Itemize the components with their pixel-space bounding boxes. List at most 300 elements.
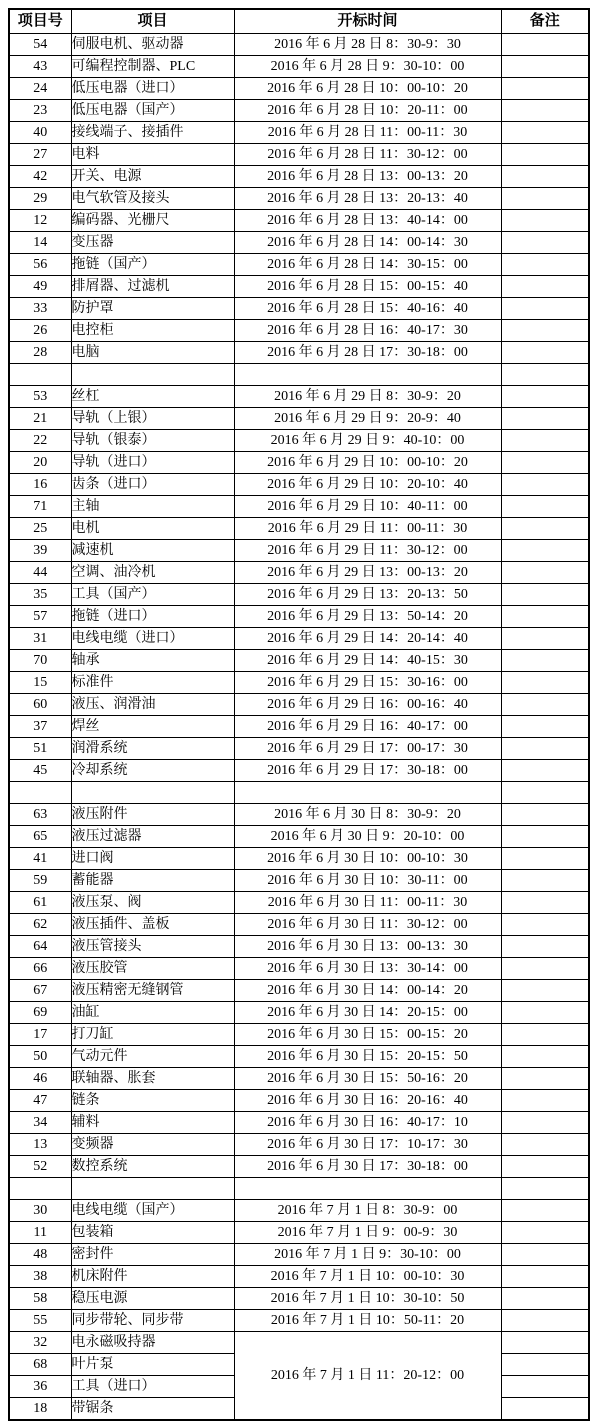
bid-time-cell: 2016 年 6 月 28 日 9：30-10：00 [234, 56, 501, 78]
remark-cell [501, 1354, 589, 1376]
item-no-cell: 70 [9, 650, 71, 672]
bid-time-cell: 2016 年 6 月 30 日 14：00-14：20 [234, 980, 501, 1002]
table-row [9, 386, 589, 408]
item-name-cell: 减速机 [71, 540, 234, 562]
remark-cell [501, 870, 589, 892]
item-name-cell: 液压胶管 [71, 958, 234, 980]
item-no-cell: 48 [9, 1244, 71, 1266]
header-item: 项目 [71, 9, 234, 34]
item-name-cell: 伺服电机、驱动器 [71, 34, 234, 56]
bid-time-cell: 2016 年 7 月 1 日 10：50-11：20 [234, 1310, 501, 1332]
item-no-cell: 67 [9, 980, 71, 1002]
item-name-cell: 电料 [71, 144, 234, 166]
bid-time-cell [234, 1178, 501, 1200]
item-name-cell: 联轴器、胀套 [71, 1068, 234, 1090]
table-row [9, 848, 589, 870]
remark-cell [501, 166, 589, 188]
bid-time-cell: 2016 年 6 月 28 日 13：20-13：40 [234, 188, 501, 210]
remark-cell [501, 1200, 589, 1222]
item-name-cell: 导轨（银泰） [71, 430, 234, 452]
item-no-cell: 22 [9, 430, 71, 452]
remark-cell [501, 1398, 589, 1421]
table-header [9, 9, 589, 34]
bid-time-cell: 2016 年 6 月 28 日 15：00-15：40 [234, 276, 501, 298]
item-name-cell: 液压、润滑油 [71, 694, 234, 716]
item-name-cell: 编码器、光栅尺 [71, 210, 234, 232]
item-no-cell: 51 [9, 738, 71, 760]
bid-time-cell: 2016 年 6 月 28 日 10：00-10：20 [234, 78, 501, 100]
spacer-row [9, 1178, 589, 1200]
table-row [9, 958, 589, 980]
item-no-cell: 23 [9, 100, 71, 122]
remark-cell [501, 210, 589, 232]
remark-cell [501, 452, 589, 474]
table-row [9, 1288, 589, 1310]
item-no-cell: 39 [9, 540, 71, 562]
table-row [9, 254, 589, 276]
item-name-cell: 液压泵、阀 [71, 892, 234, 914]
remark-cell [501, 34, 589, 56]
bid-time-cell: 2016 年 6 月 29 日 13：00-13：20 [234, 562, 501, 584]
remark-cell [501, 606, 589, 628]
bid-time-cell: 2016 年 7 月 1 日 10：00-10：30 [234, 1266, 501, 1288]
item-name-cell: 辅料 [71, 1112, 234, 1134]
bid-time-cell: 2016 年 6 月 29 日 16：40-17：00 [234, 716, 501, 738]
item-no-cell: 42 [9, 166, 71, 188]
item-no-cell: 61 [9, 892, 71, 914]
table-row [9, 122, 589, 144]
table-row [9, 606, 589, 628]
table-row [9, 870, 589, 892]
item-name-cell: 齿条（进口） [71, 474, 234, 496]
bid-time-cell: 2016 年 6 月 28 日 11：30-12：00 [234, 144, 501, 166]
table-row [9, 1244, 589, 1266]
bid-time-cell: 2016 年 6 月 30 日 15：20-15：50 [234, 1046, 501, 1068]
bid-time-cell: 2016 年 6 月 29 日 13：20-13：50 [234, 584, 501, 606]
item-name-cell: 液压插件、盖板 [71, 914, 234, 936]
remark-cell [501, 760, 589, 782]
table-row [9, 672, 589, 694]
remark-cell [501, 474, 589, 496]
bid-time-cell: 2016 年 6 月 30 日 10：30-11：00 [234, 870, 501, 892]
bid-time-cell: 2016 年 6 月 29 日 9：20-9：40 [234, 408, 501, 430]
bid-time-cell: 2016 年 6 月 28 日 13：40-14：00 [234, 210, 501, 232]
table-row [9, 1266, 589, 1288]
bid-time-cell: 2016 年 6 月 30 日 14：20-15：00 [234, 1002, 501, 1024]
remark-cell [501, 1068, 589, 1090]
remark-cell [501, 1222, 589, 1244]
item-no-cell: 58 [9, 1288, 71, 1310]
table-row [9, 1134, 589, 1156]
table-row [9, 1090, 589, 1112]
item-name-cell: 数控系统 [71, 1156, 234, 1178]
bid-time-cell: 2016 年 6 月 30 日 16：40-17：10 [234, 1112, 501, 1134]
bid-schedule-table [8, 8, 590, 1421]
remark-cell [501, 342, 589, 364]
remark-cell [501, 122, 589, 144]
table-row [9, 936, 589, 958]
item-no-cell: 62 [9, 914, 71, 936]
item-name-cell: 主轴 [71, 496, 234, 518]
item-no-cell: 26 [9, 320, 71, 342]
bid-time-cell: 2016 年 7 月 1 日 8：30-9：00 [234, 1200, 501, 1222]
item-name-cell: 电控柜 [71, 320, 234, 342]
item-name-cell: 液压过滤器 [71, 826, 234, 848]
bid-time-cell: 2016 年 6 月 30 日 15：50-16：20 [234, 1068, 501, 1090]
item-name-cell: 蓄能器 [71, 870, 234, 892]
remark-cell [501, 1002, 589, 1024]
remark-cell [501, 936, 589, 958]
remark-cell [501, 1112, 589, 1134]
item-no-cell: 44 [9, 562, 71, 584]
remark-cell [501, 914, 589, 936]
item-name-cell: 气动元件 [71, 1046, 234, 1068]
table-row [9, 1200, 589, 1222]
bid-time-cell: 2016 年 6 月 30 日 11：00-11：30 [234, 892, 501, 914]
bid-time-cell: 2016 年 6 月 30 日 10：00-10：30 [234, 848, 501, 870]
table-row [9, 518, 589, 540]
remark-cell [501, 584, 589, 606]
item-no-cell: 40 [9, 122, 71, 144]
item-no-cell: 63 [9, 804, 71, 826]
table-row [9, 298, 589, 320]
table-row [9, 914, 589, 936]
remark-cell [501, 738, 589, 760]
bid-time-cell: 2016 年 6 月 29 日 10：40-11：00 [234, 496, 501, 518]
table-row [9, 144, 589, 166]
remark-cell [501, 1288, 589, 1310]
bid-time-cell: 2016 年 6 月 28 日 16：40-17：30 [234, 320, 501, 342]
table-row [9, 1332, 589, 1354]
header-item-no: 项目号 [9, 9, 71, 34]
item-no-cell: 54 [9, 34, 71, 56]
item-name-cell: 开关、电源 [71, 166, 234, 188]
table-row [9, 188, 589, 210]
remark-cell [501, 1310, 589, 1332]
item-name-cell: 液压管接头 [71, 936, 234, 958]
table-row [9, 562, 589, 584]
bid-time-cell-merged: 2016 年 7 月 1 日 11：20-12：00 [234, 1332, 501, 1421]
item-no-cell: 29 [9, 188, 71, 210]
remark-cell [501, 364, 589, 386]
remark-cell [501, 804, 589, 826]
table-row [9, 430, 589, 452]
remark-cell [501, 430, 589, 452]
item-no-cell: 32 [9, 1332, 71, 1354]
item-no-cell: 14 [9, 232, 71, 254]
item-name-cell: 低压电器（进口） [71, 78, 234, 100]
item-name-cell: 密封件 [71, 1244, 234, 1266]
item-no-cell [9, 782, 71, 804]
item-no-cell: 65 [9, 826, 71, 848]
bid-time-cell: 2016 年 6 月 28 日 13：00-13：20 [234, 166, 501, 188]
bid-time-cell: 2016 年 6 月 29 日 15：30-16：00 [234, 672, 501, 694]
item-name-cell: 同步带轮、同步带 [71, 1310, 234, 1332]
table-row [9, 760, 589, 782]
remark-cell [501, 562, 589, 584]
item-no-cell: 17 [9, 1024, 71, 1046]
table-row [9, 628, 589, 650]
remark-cell [501, 694, 589, 716]
item-no-cell: 31 [9, 628, 71, 650]
remark-cell [501, 298, 589, 320]
bid-time-cell: 2016 年 6 月 29 日 11：30-12：00 [234, 540, 501, 562]
remark-cell [501, 826, 589, 848]
item-no-cell: 15 [9, 672, 71, 694]
item-name-cell: 电永磁吸持器 [71, 1332, 234, 1354]
item-name-cell: 拖链（国产） [71, 254, 234, 276]
remark-cell [501, 320, 589, 342]
item-name-cell: 标准件 [71, 672, 234, 694]
table-row [9, 716, 589, 738]
table-row [9, 34, 589, 56]
bid-time-cell: 2016 年 6 月 30 日 9：20-10：00 [234, 826, 501, 848]
bid-time-cell [234, 364, 501, 386]
item-name-cell: 液压附件 [71, 804, 234, 826]
bid-time-cell: 2016 年 6 月 30 日 17：10-17：30 [234, 1134, 501, 1156]
item-no-cell: 25 [9, 518, 71, 540]
table-row [9, 100, 589, 122]
remark-cell [501, 716, 589, 738]
item-no-cell: 60 [9, 694, 71, 716]
table-row [9, 496, 589, 518]
bid-time-cell: 2016 年 6 月 29 日 17：00-17：30 [234, 738, 501, 760]
bid-time-cell: 2016 年 6 月 29 日 9：40-10：00 [234, 430, 501, 452]
remark-cell [501, 78, 589, 100]
bid-time-cell: 2016 年 6 月 28 日 15：40-16：40 [234, 298, 501, 320]
item-name-cell [71, 364, 234, 386]
item-no-cell: 46 [9, 1068, 71, 1090]
item-name-cell: 轴承 [71, 650, 234, 672]
table-row [9, 320, 589, 342]
bid-time-cell: 2016 年 6 月 30 日 11：30-12：00 [234, 914, 501, 936]
item-name-cell: 打刀缸 [71, 1024, 234, 1046]
table-row [9, 210, 589, 232]
item-name-cell: 电气软管及接头 [71, 188, 234, 210]
table-row [9, 408, 589, 430]
item-no-cell: 24 [9, 78, 71, 100]
table-row [9, 1046, 589, 1068]
bid-time-cell: 2016 年 7 月 1 日 9：00-9：30 [234, 1222, 501, 1244]
item-no-cell: 68 [9, 1354, 71, 1376]
bid-schedule-body [9, 34, 589, 1421]
item-name-cell: 变压器 [71, 232, 234, 254]
table-row [9, 826, 589, 848]
item-no-cell: 18 [9, 1398, 71, 1421]
item-name-cell: 包装箱 [71, 1222, 234, 1244]
item-name-cell: 低压电器（国产） [71, 100, 234, 122]
bid-time-cell: 2016 年 6 月 29 日 14：40-15：30 [234, 650, 501, 672]
table-row [9, 1156, 589, 1178]
item-name-cell: 接线端子、接插件 [71, 122, 234, 144]
remark-cell [501, 56, 589, 78]
item-name-cell: 电机 [71, 518, 234, 540]
item-no-cell: 69 [9, 1002, 71, 1024]
remark-cell [501, 848, 589, 870]
item-name-cell: 机床附件 [71, 1266, 234, 1288]
item-name-cell: 油缸 [71, 1002, 234, 1024]
remark-cell [501, 1244, 589, 1266]
table-row [9, 342, 589, 364]
remark-cell [501, 1332, 589, 1354]
item-name-cell: 润滑系统 [71, 738, 234, 760]
item-name-cell: 工具（进口） [71, 1376, 234, 1398]
item-no-cell: 28 [9, 342, 71, 364]
item-no-cell: 11 [9, 1222, 71, 1244]
item-no-cell: 52 [9, 1156, 71, 1178]
item-name-cell: 工具（国产） [71, 584, 234, 606]
table-row [9, 584, 589, 606]
item-name-cell [71, 1178, 234, 1200]
bid-time-cell: 2016 年 6 月 29 日 14：20-14：40 [234, 628, 501, 650]
remark-cell [501, 188, 589, 210]
bid-time-cell: 2016 年 6 月 30 日 17：30-18：00 [234, 1156, 501, 1178]
item-name-cell: 电线电缆（进口） [71, 628, 234, 650]
item-name-cell: 冷却系统 [71, 760, 234, 782]
bid-time-cell: 2016 年 6 月 28 日 11：00-11：30 [234, 122, 501, 144]
remark-cell [501, 958, 589, 980]
item-no-cell: 37 [9, 716, 71, 738]
bid-time-cell: 2016 年 6 月 28 日 17：30-18：00 [234, 342, 501, 364]
item-no-cell: 36 [9, 1376, 71, 1398]
remark-cell [501, 276, 589, 298]
item-name-cell: 焊丝 [71, 716, 234, 738]
item-no-cell: 64 [9, 936, 71, 958]
header-remark: 备注 [501, 9, 589, 34]
remark-cell [501, 100, 589, 122]
bid-time-cell: 2016 年 6 月 30 日 13：00-13：30 [234, 936, 501, 958]
item-no-cell: 12 [9, 210, 71, 232]
item-name-cell: 导轨（进口） [71, 452, 234, 474]
table-row [9, 1310, 589, 1332]
item-no-cell: 49 [9, 276, 71, 298]
remark-cell [501, 1134, 589, 1156]
table-row [9, 738, 589, 760]
table-row [9, 1068, 589, 1090]
remark-cell [501, 386, 589, 408]
remark-cell [501, 1090, 589, 1112]
table-row [9, 276, 589, 298]
item-no-cell: 71 [9, 496, 71, 518]
item-no-cell: 20 [9, 452, 71, 474]
remark-cell [501, 650, 589, 672]
item-no-cell: 34 [9, 1112, 71, 1134]
item-name-cell: 电线电缆（国产） [71, 1200, 234, 1222]
item-name-cell: 导轨（上银） [71, 408, 234, 430]
table-row [9, 1024, 589, 1046]
item-name-cell: 进口阀 [71, 848, 234, 870]
item-no-cell: 50 [9, 1046, 71, 1068]
item-no-cell: 41 [9, 848, 71, 870]
item-name-cell: 拖链（进口） [71, 606, 234, 628]
item-name-cell: 电脑 [71, 342, 234, 364]
item-name-cell: 带锯条 [71, 1398, 234, 1421]
item-name-cell: 链条 [71, 1090, 234, 1112]
item-no-cell: 53 [9, 386, 71, 408]
remark-cell [501, 144, 589, 166]
header-row [9, 9, 589, 34]
item-no-cell: 21 [9, 408, 71, 430]
bid-time-cell: 2016 年 6 月 29 日 17：30-18：00 [234, 760, 501, 782]
table-row [9, 980, 589, 1002]
item-no-cell [9, 1178, 71, 1200]
remark-cell [501, 1178, 589, 1200]
table-row [9, 78, 589, 100]
header-bid-time: 开标时间 [234, 9, 501, 34]
remark-cell [501, 672, 589, 694]
remark-cell [501, 1266, 589, 1288]
item-name-cell: 防护罩 [71, 298, 234, 320]
item-no-cell [9, 364, 71, 386]
bid-time-cell: 2016 年 6 月 30 日 8：30-9：20 [234, 804, 501, 826]
bid-time-cell: 2016 年 6 月 29 日 11：00-11：30 [234, 518, 501, 540]
remark-cell [501, 628, 589, 650]
bid-time-cell [234, 782, 501, 804]
bid-time-cell: 2016 年 6 月 29 日 10：20-10：40 [234, 474, 501, 496]
bid-time-cell: 2016 年 7 月 1 日 9：30-10：00 [234, 1244, 501, 1266]
table-row [9, 694, 589, 716]
table-row [9, 1112, 589, 1134]
table-row [9, 1222, 589, 1244]
item-no-cell: 57 [9, 606, 71, 628]
item-no-cell: 27 [9, 144, 71, 166]
item-no-cell: 13 [9, 1134, 71, 1156]
item-name-cell: 空调、油冷机 [71, 562, 234, 584]
table-row [9, 56, 589, 78]
table-row [9, 650, 589, 672]
bid-time-cell: 2016 年 6 月 30 日 16：20-16：40 [234, 1090, 501, 1112]
bid-time-cell: 2016 年 6 月 29 日 8：30-9：20 [234, 386, 501, 408]
item-no-cell: 45 [9, 760, 71, 782]
item-no-cell: 38 [9, 1266, 71, 1288]
remark-cell [501, 496, 589, 518]
remark-cell [501, 540, 589, 562]
table-row [9, 232, 589, 254]
item-name-cell: 叶片泵 [71, 1354, 234, 1376]
remark-cell [501, 254, 589, 276]
remark-cell [501, 1376, 589, 1398]
remark-cell [501, 232, 589, 254]
item-no-cell: 59 [9, 870, 71, 892]
remark-cell [501, 892, 589, 914]
bid-time-cell: 2016 年 6 月 30 日 13：30-14：00 [234, 958, 501, 980]
table-row [9, 166, 589, 188]
bid-time-cell: 2016 年 6 月 28 日 14：00-14：30 [234, 232, 501, 254]
spacer-row [9, 782, 589, 804]
item-name-cell: 稳压电源 [71, 1288, 234, 1310]
item-no-cell: 43 [9, 56, 71, 78]
item-no-cell: 66 [9, 958, 71, 980]
bid-time-cell: 2016 年 6 月 29 日 10：00-10：20 [234, 452, 501, 474]
item-no-cell: 55 [9, 1310, 71, 1332]
bid-time-cell: 2016 年 6 月 30 日 15：00-15：20 [234, 1024, 501, 1046]
item-name-cell: 排屑器、过滤机 [71, 276, 234, 298]
bid-time-cell: 2016 年 6 月 28 日 10：20-11：00 [234, 100, 501, 122]
item-no-cell: 56 [9, 254, 71, 276]
item-name-cell: 可编程控制器、PLC [71, 56, 234, 78]
bid-time-cell: 2016 年 6 月 28 日 14：30-15：00 [234, 254, 501, 276]
item-no-cell: 30 [9, 1200, 71, 1222]
remark-cell [501, 408, 589, 430]
item-name-cell: 变频器 [71, 1134, 234, 1156]
remark-cell [501, 1024, 589, 1046]
remark-cell [501, 518, 589, 540]
table-row [9, 804, 589, 826]
item-name-cell: 液压精密无缝钢管 [71, 980, 234, 1002]
table-row [9, 452, 589, 474]
spacer-row [9, 364, 589, 386]
table-row [9, 474, 589, 496]
